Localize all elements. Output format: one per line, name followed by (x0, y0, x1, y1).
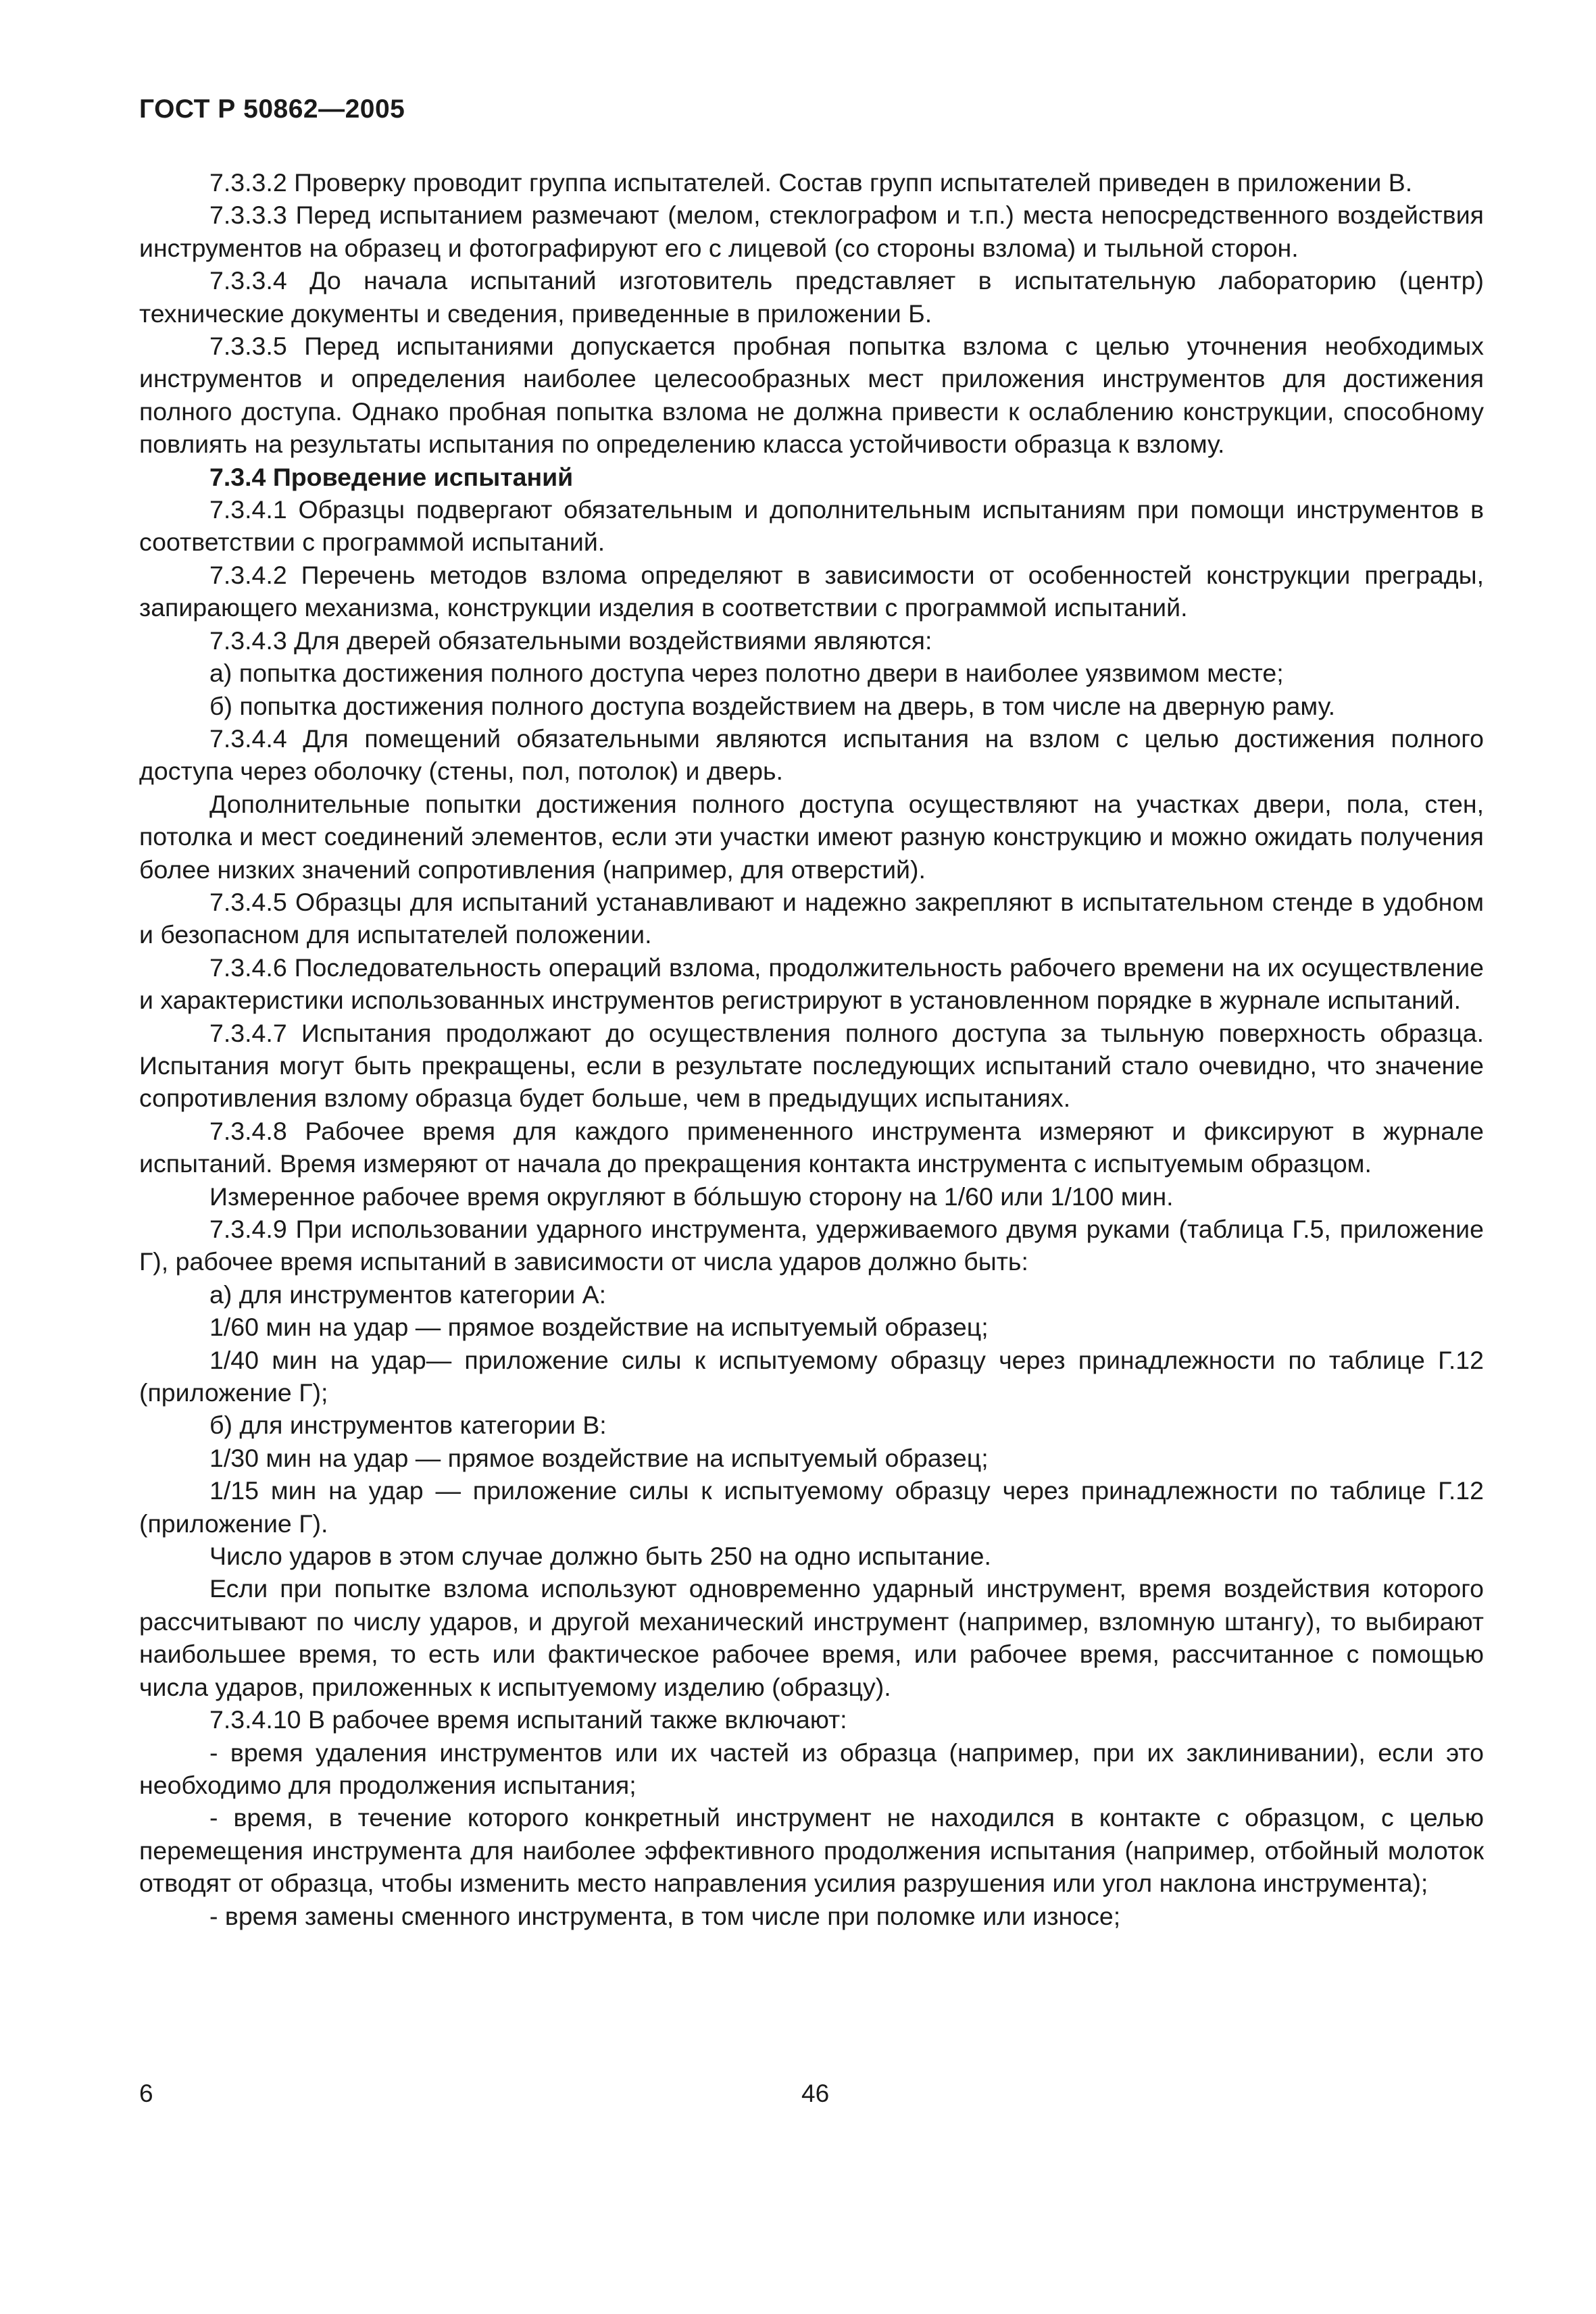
paragraph: 7.3.4.3 Для дверей обязательными воздействиями являются: (209, 626, 932, 655)
paragraph: 7.3.4.7 Испытания продолжают до осуществления полного доступа за тыльную поверхность образца. Испытания могут быть прекращены, если в результате последующих испытаний стало очевидно, что значение сопротивления взлому образца будет больше, чем в предыдущих испытаниях. (139, 1018, 1484, 1113)
paragraph: 7.3.3.2 Проверку проводит группа испытателей. Состав групп испытателей приведен в приложении В. (209, 168, 1413, 197)
sheet-number: 46 (801, 2080, 830, 2107)
paragraph: 7.3.3.5 Перед испытаниями допускается пробная попытка взлома с целью уточнения необходимых инструментов и определения наиболее целесообразных мест приложения инструментов для достижения полного доступа. Однако пробная попытка взлома не должна привести к ослаблению конструкции, способному повлиять на результаты испытания по определению класса устойчивости образца к взлому. (139, 332, 1484, 459)
paragraph: б) попытка достижения полного доступа воздействием на дверь, в том числе на дверную раму. (209, 691, 1335, 720)
paragraph: Если при попытке взлома используют одновременно ударный инструмент, время воздействия которого рассчитывают по числу ударов, и другой механический инструмент (например, взломную штангу), то выбирают наибольшее время, то есть или фактическое рабочее время, или рабочее время, рассчитанное с помощью числа ударов, приложенных к испытуемому изделию (образцу). (139, 1574, 1484, 1701)
paragraph: 7.3.4.1 Образцы подвергают обязательным и дополнительным испытаниям при помощи инструментов в соответствии с программой испытаний. (139, 495, 1484, 557)
paragraph: б) для инструментов категории В: (209, 1411, 607, 1440)
paragraph: а) для инструментов категории А: (209, 1280, 607, 1309)
paragraph: 7.3.4.9 При использовании ударного инструмента, удерживаемого двумя руками (таблица Г.5, приложение Г), рабочее время испытаний в зависимости от числа ударов должно быть: (139, 1215, 1484, 1276)
paragraph: 7.3.3.3 Перед испытанием размечают (мелом, стеклографом и т.п.) места непосредственного воздействия инструментов на образец и фотографируют его с лицевой (со стороны взлома) и тыльной сторон. (139, 201, 1484, 262)
document-body (139, 166, 1484, 1932)
paragraph: 7.3.3.4 До начала испытаний изготовитель представляет в испытательную лабораторию (центр) технические документы и сведения, приведенные в приложении Б. (139, 266, 1484, 328)
document-header: ГОСТ Р 50862—2005 (139, 95, 405, 124)
paragraph: Дополнительные попытки достижения полного доступа осуществляют на участках двери, пола, стен, потолка и мест соединений элементов, если эти участки имеют разную конструкцию и можно ожидать получения более низких значений сопротивления (например, для отверстий). (139, 789, 1484, 884)
paragraph: Число ударов в этом случае должно быть 250 на одно испытание. (209, 1542, 991, 1571)
paragraph: 7.3.4.6 Последовательность операций взлома, продолжительность рабочего времени на их осуществление и характеристики использованных инструментов регистрируют в установленном порядке в журнале испытаний. (139, 953, 1484, 1015)
paragraph: - время удаления инструментов или их частей из образца (например, при их заклинивании), если это необходимо для продолжения испытания; (139, 1738, 1484, 1799)
paragraph: - время, в течение которого конкретный инструмент не находился в контакте с образцом, с целью перемещения инструмента для наиболее эффективного продолжения испытания (например, отбойный молоток отводят от образца, чтобы изменить место направления усилия разрушения или угол наклона инструмента); (139, 1803, 1484, 1898)
paragraph: - время замены сменного инструмента, в том числе при поломке или износе; (209, 1901, 1121, 1930)
paragraph: 7.3.4.10 В рабочее время испытаний также включают: (209, 1705, 847, 1734)
paragraph: 7.3.4.8 Рабочее время для каждого примененного инструмента измеряют и фиксируют в журнале испытаний. Время измеряют от начала до прекращения контакта инструмента с испытуемым образцом. (139, 1116, 1484, 1178)
page-number: 6 (139, 2080, 153, 2107)
section-heading: 7.3.4 Проведение испытаний (209, 462, 574, 491)
paragraph: 7.3.4.5 Образцы для испытаний устанавливают и надежно закрепляют в испытательном стенде в удобном и безопасном для испытателей положении. (139, 887, 1484, 949)
paragraph: 1/30 мин на удар — прямое воздействие на испытуемый образец; (209, 1443, 989, 1472)
paragraph: а) попытка достижения полного доступа через полотно двери в наиболее уязвимом месте; (209, 659, 1284, 688)
paragraph: 7.3.4.2 Перечень методов взлома определяют в зависимости от особенностей конструкции преграды, запирающего механизма, конструкции изделия в соответствии с программой испытаний. (139, 560, 1484, 622)
paragraph: 1/60 мин на удар — прямое воздействие на испытуемый образец; (209, 1313, 989, 1342)
paragraph: 1/15 мин на удар — приложение силы к испытуемому образцу через принадлежности по таблице Г.12 (приложение Г). (139, 1476, 1484, 1538)
paragraph: Измеренное рабочее время округляют в бóльшую сторону на 1/60 или 1/100 мин. (209, 1182, 1174, 1211)
paragraph: 7.3.4.4 Для помещений обязательными являются испытания на взлом с целью достижения полного доступа через оболочку (стены, пол, потолок) и дверь. (139, 724, 1484, 786)
paragraph: 1/40 мин на удар— приложение силы к испытуемому образцу через принадлежности по таблице Г.12 (приложение Г); (139, 1345, 1484, 1407)
